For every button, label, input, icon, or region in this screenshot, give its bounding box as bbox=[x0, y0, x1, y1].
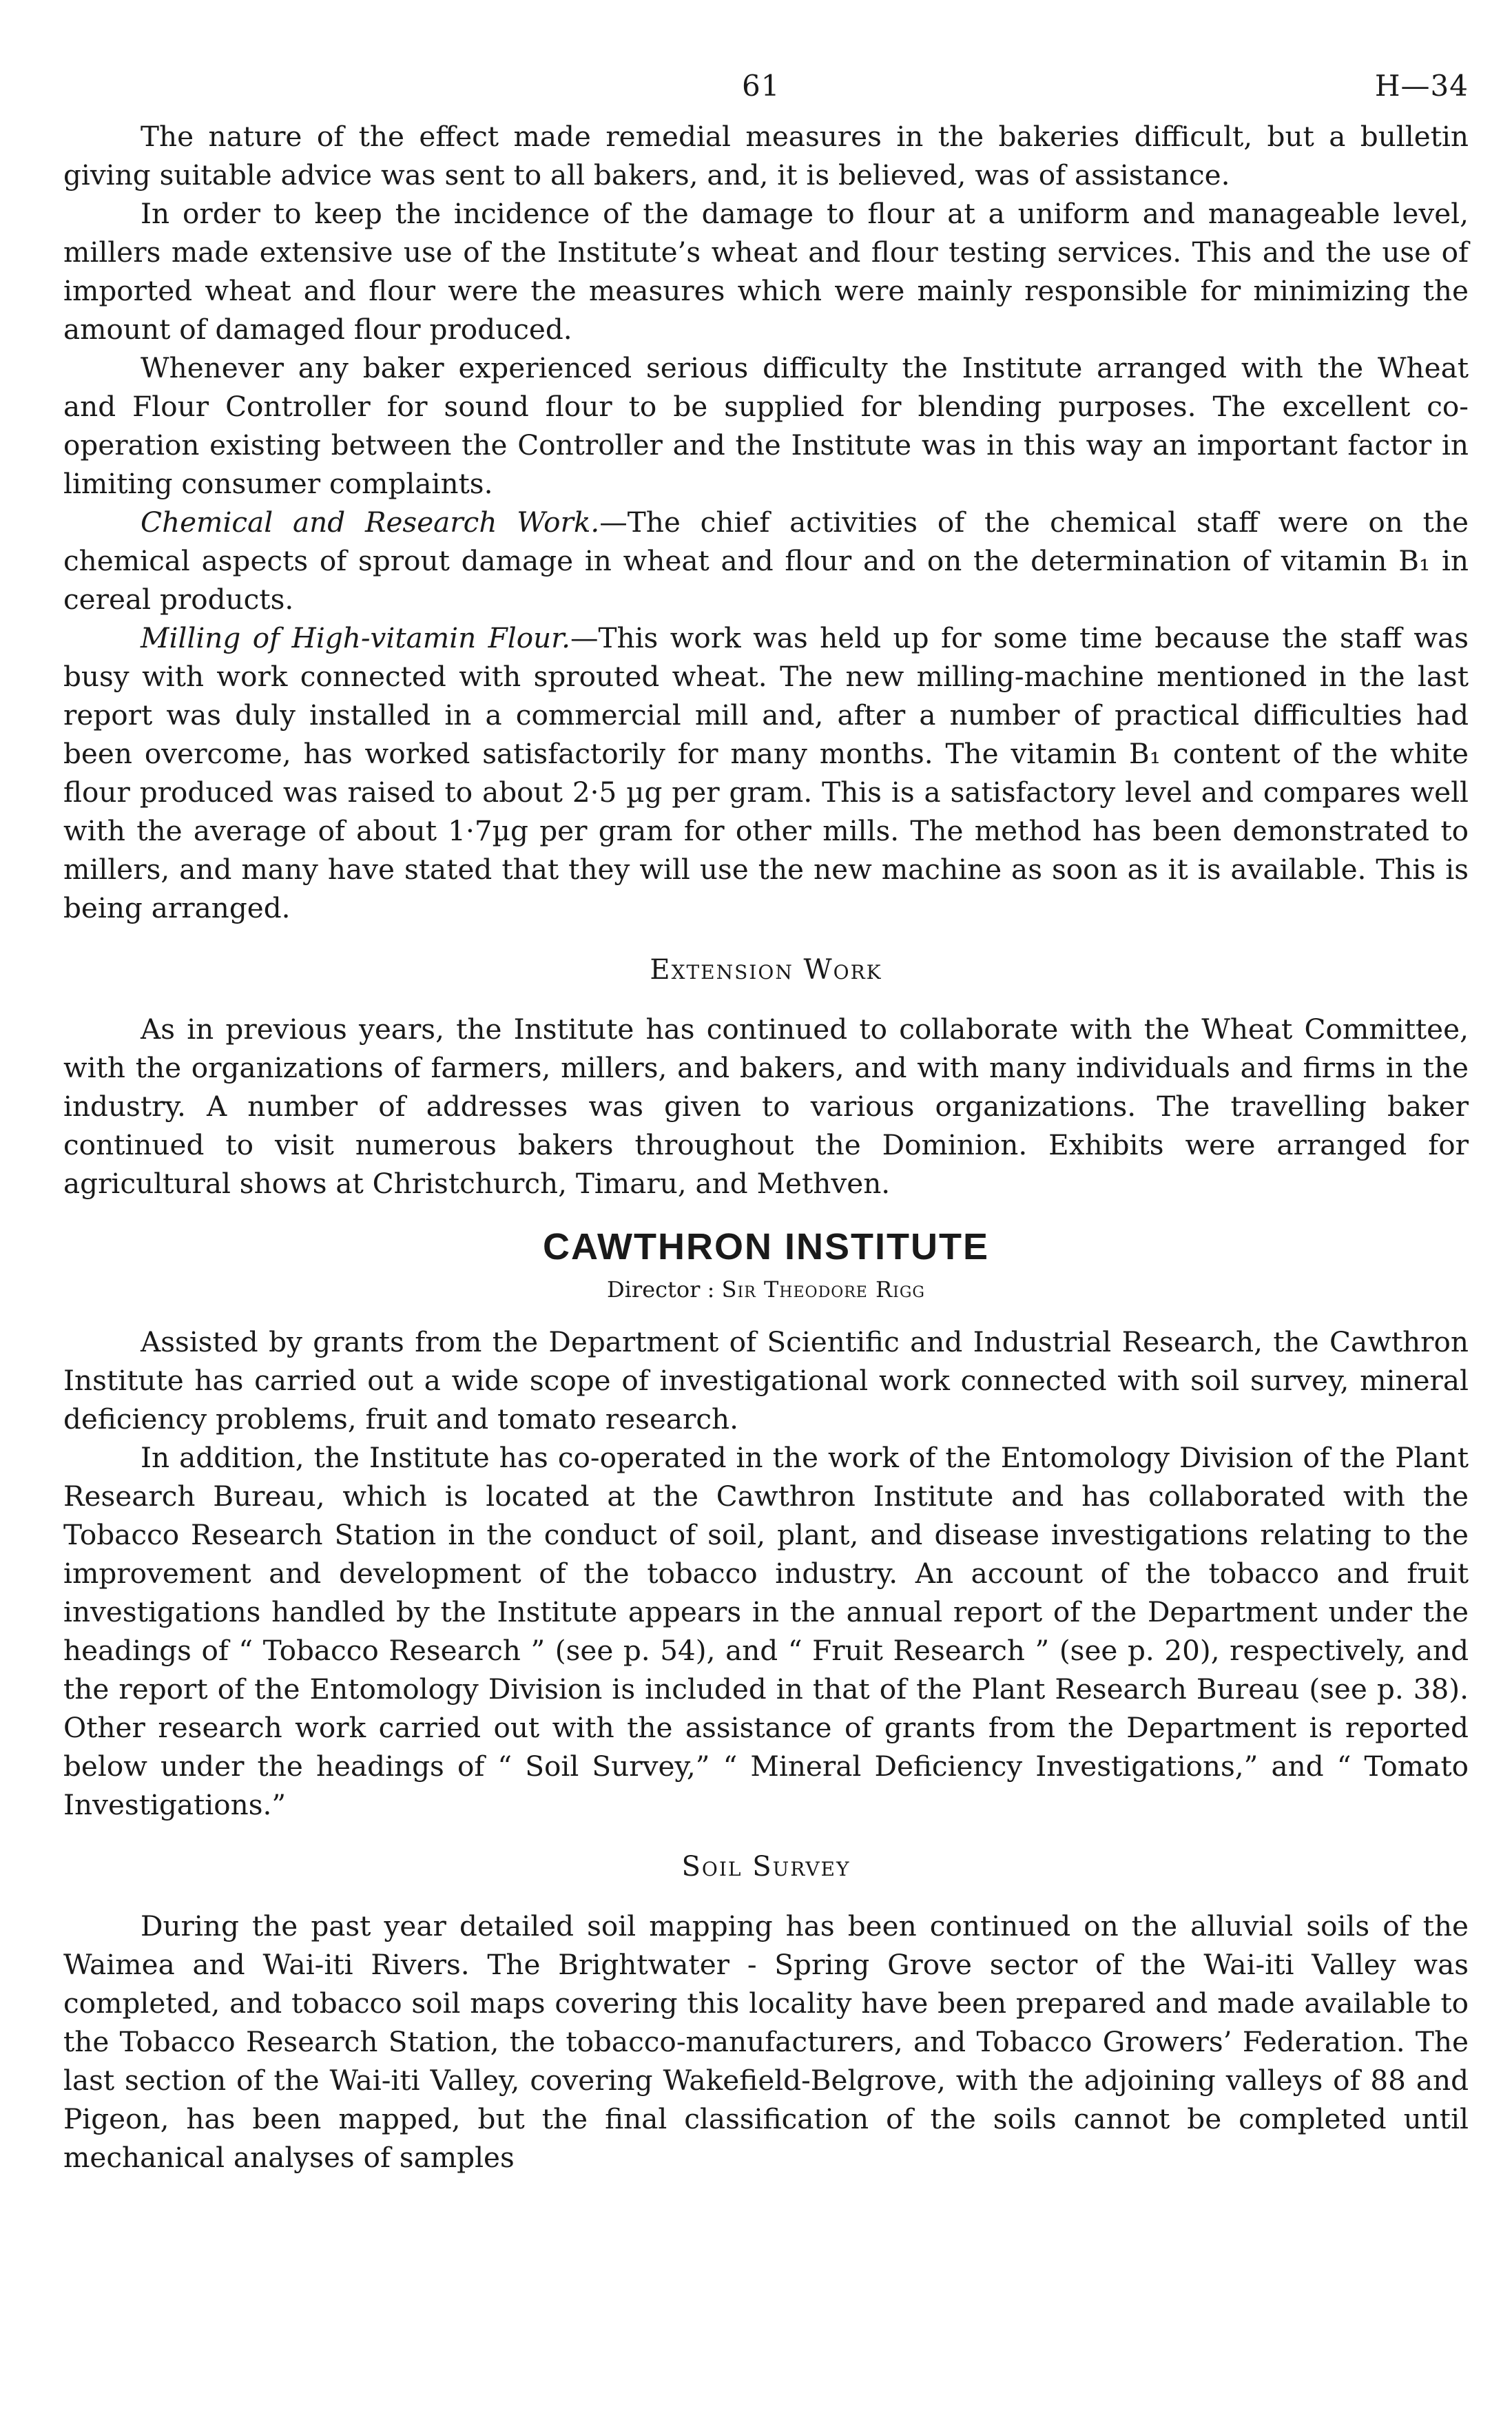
document-reference: H—34 bbox=[1374, 69, 1469, 103]
paragraph-chemical-work bbox=[63, 503, 1469, 619]
body-text bbox=[63, 117, 1469, 2177]
page bbox=[63, 69, 1469, 2177]
chemical-work-text: —The chief activities of the chemical staff were on the chemical aspects of sprout damage in wheat and flour and on the determination of vitamin B₁ in cereal products. bbox=[63, 506, 1469, 616]
page-number: 61 bbox=[742, 69, 780, 103]
paragraph-extension-work: As in previous years, the Institute has continued to collaborate with the Wheat Committee, with the organizations of farmers, millers, and bakers, and with many individuals and firms in the industry. A number of addresses was given to various organizations. The travelling baker continued to visit numerous bakers throughout the Dominion. Exhibits were arranged for agricultural shows at Christchurch, Timaru, and Methven. bbox=[63, 1013, 1469, 1200]
running-head bbox=[63, 69, 1469, 117]
director-label: Director : bbox=[607, 1276, 715, 1303]
paragraph-cawthron-cooperation: In addition, the Institute has co-operated in the work of the Entomology Division of the Plant Research Bureau, which is located at the Cawthron Institute and has collaborated with the Tobacco Research Station in the conduct of soil, plant, and disease investigations relating to the improvement and development of the tobacco industry. An account of the tobacco and fruit investigations handled by the Institute appears in the annual report of the Department under the headings of “ Tobacco Research ” (see p. 54), and “ Fruit Research ” (see p. 20), respectively, and the report of the Entomology Division is included in that of the Plant Research Bureau (see p. 38). Other research work carried out with the assistance of grants from the Department is reported below under the headings of “ Soil Survey,” “ Mineral Deficiency Investigations,” and “ Tomato Investigations.” bbox=[63, 1441, 1469, 1821]
milling-text: —This work was held up for some time because the staff was busy with work connected with sprouted wheat. The new milling-machine mentioned in the last report was duly installed in a commercial mill and, after a number of practical difficulties had been overcome, has worked satisfactorily for many months. The vitamin B₁ content of the white flour produced was raised to about 2·5 µg per gram. This is a satisfactory level and compares well with the average of about 1·7µg per gram for other mills. The method has been demonstrated to millers, and many have stated that they will use the new machine as soon as it is available. This is being arranged. bbox=[63, 621, 1469, 924]
extension-work-heading: Extension Work bbox=[650, 954, 882, 986]
paragraph-soil-survey: During the past year detailed soil mapping has been continued on the alluvial soils of the Waimea and Wai-iti Rivers. The Brightwater - Spring Grove sector of the Wai-iti Valley was completed, and tobacco soil maps covering this locality have been prepared and made available to the Tobacco Research Station, the tobacco-manufacturers, and Tobacco Growers’ Federation. The last section of the Wai-iti Valley, covering Wakefield-Belgrove, with the adjoining valleys of 88 and Pigeon, has been mapped, but the final classification of the soils cannot be completed until mechanical analyses of samples bbox=[63, 1909, 1469, 2174]
paragraph-flour-controller: Whenever any baker experienced serious difficulty the Institute arranged with the Wheat and Flour Controller for sound flour to be supplied for blending purposes. The excellent co-operation existing between the Controller and the Institute was in this way an important factor in limiting consumer complaints. bbox=[63, 351, 1469, 500]
director-name: Sir Theodore Rigg bbox=[721, 1276, 925, 1303]
cawthron-heading: CAWTHRON INSTITUTE bbox=[543, 1226, 989, 1267]
paragraph-bakeries: The nature of the effect made remedial measures in the bakeries difficult, but a bulletin giving suitable advice was sent to all bakers, and, it is believed, was of assistance. bbox=[63, 120, 1469, 191]
director-line bbox=[63, 1270, 1469, 1309]
paragraph-milling bbox=[63, 619, 1469, 927]
chemical-work-heading: Chemical and Research Work. bbox=[141, 506, 600, 539]
soil-survey-heading: Soil Survey bbox=[681, 1851, 851, 1883]
paragraph-damage-level: In order to keep the incidence of the damage to flour at a uniform and manageable level, millers made extensive use of the Institute’s wheat and flour testing services. This and the use of imported wheat and flour were the measures which were mainly responsible for minimizing the amount of damaged flour produced. bbox=[63, 197, 1469, 346]
milling-heading: Milling of High-vitamin Flour. bbox=[141, 621, 570, 654]
paragraph-cawthron-grants: Assisted by grants from the Department of Scientific and Industrial Research, the Cawthron Institute has carried out a wide scope of investigational work connected with soil survey, mineral deficiency problems, fruit and tomato research. bbox=[63, 1325, 1469, 1436]
